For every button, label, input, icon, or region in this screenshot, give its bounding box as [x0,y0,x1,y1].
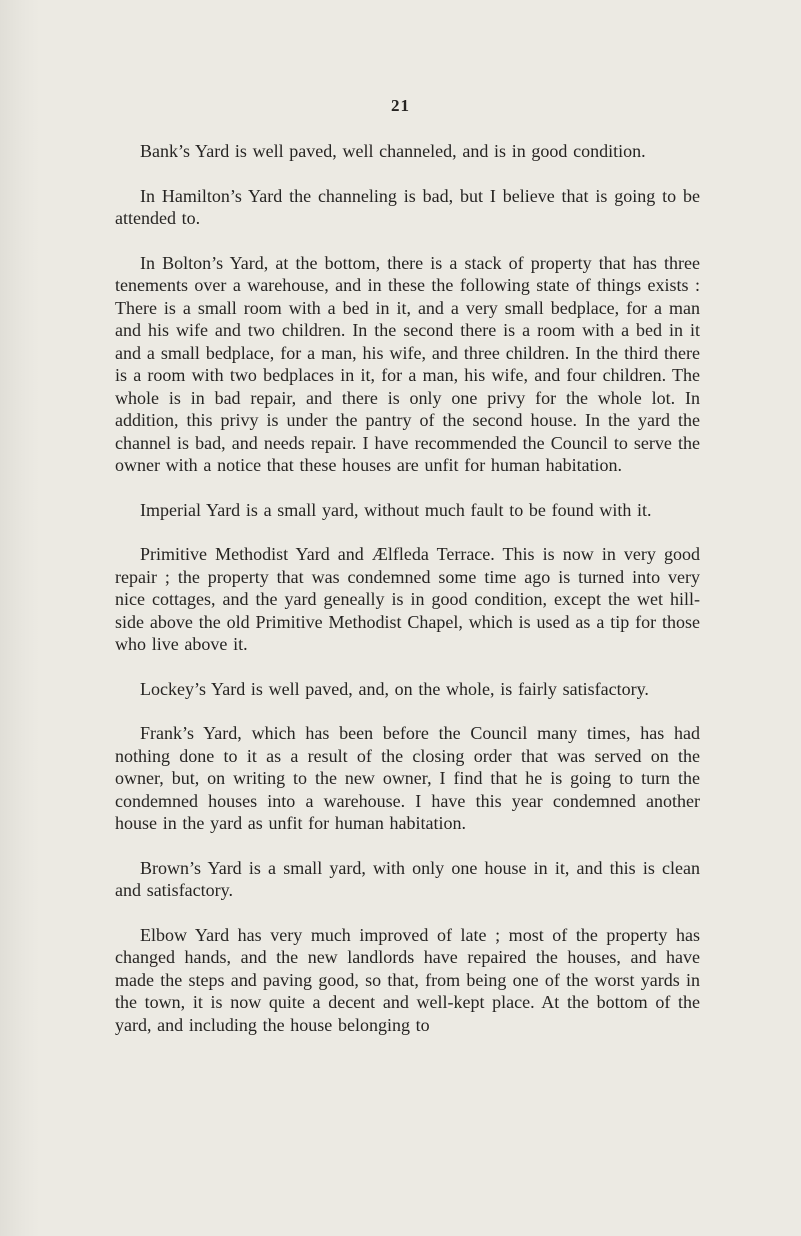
paragraph-banks-yard: Bank’s Yard is well paved, well channeled, and is in good condition. [140,141,646,161]
page-number: 21 [391,96,410,115]
paragraph-franks-yard: Frank’s Yard, which has been before the Council many times, has had nothing done to it as a result of the closing order that was served on the owner, but, on writing to the new owner, I find that he is going to turn the condemned houses into a warehouse. I have this year condemned another house in the yard as unfit for human habitation. [115,723,700,833]
paragraph-lockeys-yard: Lockey’s Yard is well paved, and, on the whole, is fairly satisfactory. [140,678,649,699]
paragraph-imperial-yard: Imperial Yard is a small yard, without much fault to be found with it. [140,499,652,520]
paragraph-browns-yard: Brown’s Yard is a small yard, with only one house in it, and this is clean and satisfactory. [115,857,700,900]
paragraph-boltons-yard: In Bolton’s Yard, at the bottom, there is a stack of property that has three tenements over a warehouse, and in these the following state of things exists : There is a small room with a bed in it, and a very small bedplace, for a man and his wife and two children. In the second there is a room with a bed in it and a small bedplace, for a man, his wife, and three children. In the third there is a room with two bedplaces in it, for a man, his wife, and four children. The whole is in bad repair, and there is only one privy for the whole lot. In addition, this privy is under the pantry of the second house. In the yard the channel is bad, and needs repair. I have recommended the Council to serve the owner with a notice that these houses are unfit for human habitation. [115,252,700,475]
paragraph-elbow-yard: Elbow Yard has very much improved of late ; most of the property has changed hands, and the new landlords have repaired the houses, and have made the steps and paving good, so that, from being one of the worst yards in the town, it is now quite a decent and well-kept place. At the bottom of the yard, and including the house belonging to [115,924,700,1035]
paragraph-hamiltons-yard: In Hamilton’s Yard the channeling is bad, but I believe that is going to be attended to. [115,185,700,228]
paragraph-primitive-methodist-yard: Primitive Methodist Yard and Ælfleda Terrace. This is now in very good repair ; the property that was condemned some time ago is turned into very nice cottages, and the yard geneally is in good condition, except the wet hill-side above the old Primitive Methodist Chapel, which is used as a tip for those who live above it. [115,544,700,654]
body-text [115,140,700,1058]
